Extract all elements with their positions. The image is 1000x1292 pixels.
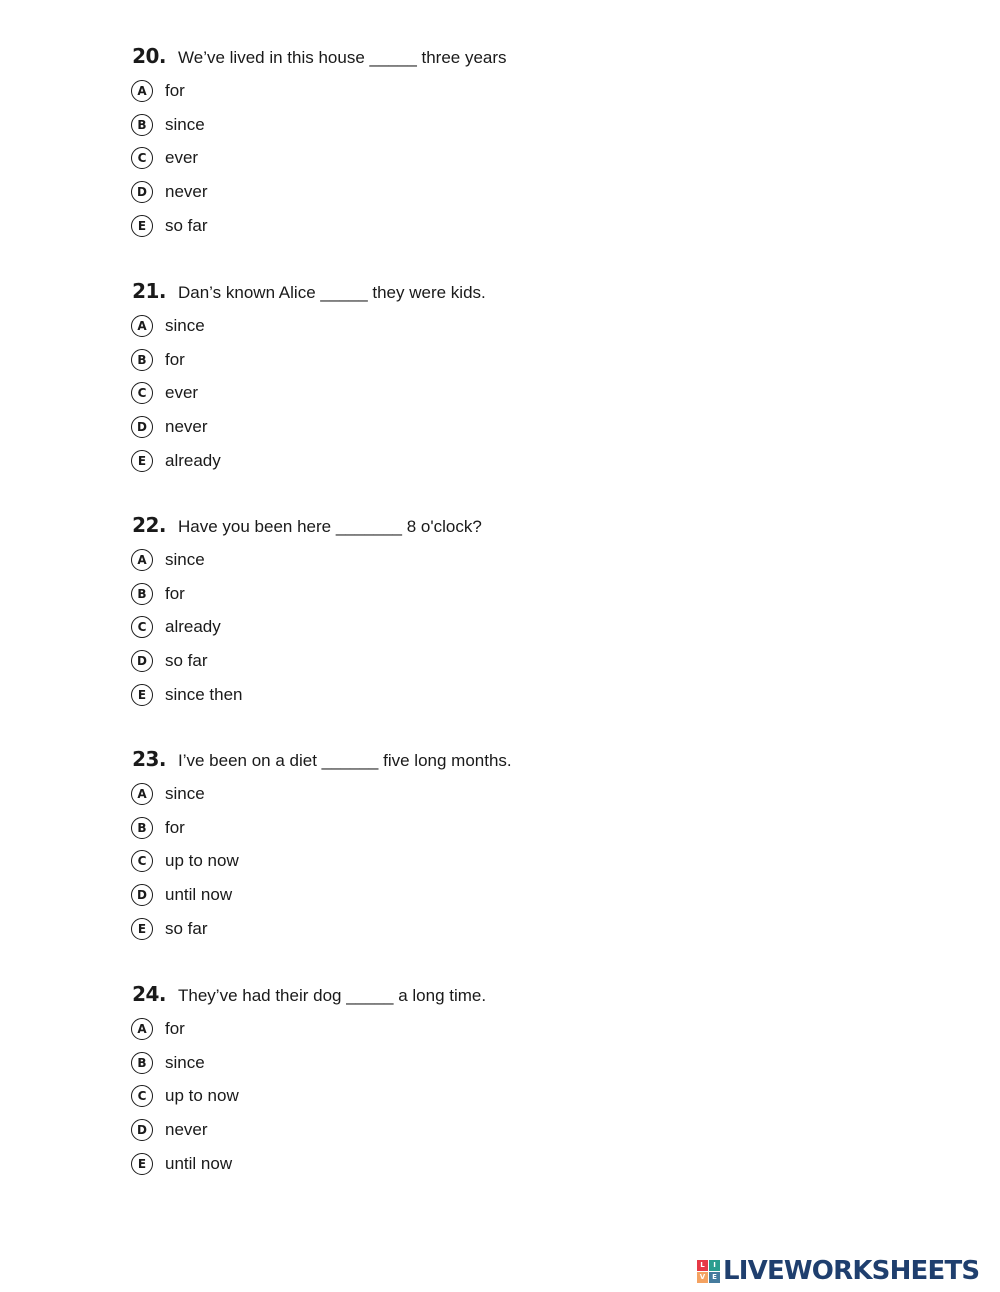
option-a[interactable] xyxy=(131,1012,722,1046)
option-text: never xyxy=(165,1120,208,1140)
option-text: since xyxy=(165,549,205,569)
question-number: 23. xyxy=(132,747,166,771)
option-letter-d-icon[interactable]: D xyxy=(131,1119,153,1141)
question-text: We’ve lived in this house _____ three years xyxy=(178,48,507,67)
option-a[interactable] xyxy=(131,777,722,811)
option-letter-c-icon[interactable]: C xyxy=(131,382,153,404)
question-23 xyxy=(122,747,722,946)
option-b[interactable] xyxy=(131,343,722,377)
option-c[interactable] xyxy=(131,377,722,411)
logo-mark-e: E xyxy=(709,1272,720,1283)
option-letter-c-icon[interactable]: C xyxy=(131,616,153,638)
option-letter-e-icon[interactable]: E xyxy=(131,215,153,237)
question-text: They’ve had their dog _____ a long time. xyxy=(178,986,487,1005)
option-text: for xyxy=(165,80,185,100)
question-text: Dan’s known Alice _____ they were kids. xyxy=(178,283,486,302)
option-e[interactable] xyxy=(131,912,722,946)
question-24 xyxy=(122,982,722,1181)
option-letter-a-icon[interactable]: A xyxy=(131,549,153,571)
question-header xyxy=(122,44,722,74)
option-text: since xyxy=(165,114,205,134)
option-e[interactable] xyxy=(131,444,722,478)
option-e[interactable] xyxy=(131,678,722,712)
option-text: for xyxy=(165,817,185,837)
option-text: already xyxy=(165,617,221,637)
option-letter-d-icon[interactable]: D xyxy=(131,416,153,438)
option-c[interactable] xyxy=(131,1080,722,1114)
option-letter-e-icon[interactable]: E xyxy=(131,450,153,472)
option-e[interactable] xyxy=(131,209,722,243)
question-number: 22. xyxy=(132,513,166,537)
option-letter-e-icon[interactable]: E xyxy=(131,684,153,706)
option-text: until now xyxy=(165,885,233,905)
option-text: so far xyxy=(165,216,208,236)
option-text: for xyxy=(165,349,185,369)
option-letter-d-icon[interactable]: D xyxy=(131,181,153,203)
option-a[interactable] xyxy=(131,543,722,577)
option-b[interactable] xyxy=(131,577,722,611)
option-c[interactable] xyxy=(131,142,722,176)
option-text: ever xyxy=(165,148,199,168)
option-d[interactable] xyxy=(131,1113,722,1147)
option-text: up to now xyxy=(165,1086,239,1106)
question-number: 24. xyxy=(132,982,166,1006)
option-letter-d-icon[interactable]: D xyxy=(131,650,153,672)
option-letter-b-icon[interactable]: B xyxy=(131,1052,153,1074)
option-text: since xyxy=(165,783,205,803)
option-e[interactable] xyxy=(131,1147,722,1181)
option-text: so far xyxy=(165,651,208,671)
question-text: I’ve been on a diet ______ five long months. xyxy=(178,751,512,770)
logo-mark-i: I xyxy=(709,1260,720,1271)
option-letter-c-icon[interactable]: C xyxy=(131,1085,153,1107)
option-letter-e-icon[interactable]: E xyxy=(131,918,153,940)
question-21 xyxy=(122,279,722,478)
option-d[interactable] xyxy=(131,878,722,912)
option-text: since xyxy=(165,315,205,335)
question-number: 21. xyxy=(132,279,166,303)
option-letter-a-icon[interactable]: A xyxy=(131,1018,153,1040)
option-letter-c-icon[interactable]: C xyxy=(131,850,153,872)
question-number: 20. xyxy=(132,44,166,68)
question-header xyxy=(122,747,722,777)
option-letter-e-icon[interactable]: E xyxy=(131,1153,153,1175)
option-a[interactable] xyxy=(131,309,722,343)
option-letter-b-icon[interactable]: B xyxy=(131,817,153,839)
logo-mark-icon xyxy=(697,1260,720,1283)
option-text: for xyxy=(165,583,185,603)
option-a[interactable] xyxy=(131,74,722,108)
option-text: already xyxy=(165,451,221,471)
option-letter-a-icon[interactable]: A xyxy=(131,783,153,805)
option-b[interactable] xyxy=(131,108,722,142)
liveworksheets-logo xyxy=(697,1256,979,1286)
option-text: since then xyxy=(165,685,243,705)
option-b[interactable] xyxy=(131,1046,722,1080)
option-text: never xyxy=(165,417,208,437)
option-text: since xyxy=(165,1052,205,1072)
option-letter-a-icon[interactable]: A xyxy=(131,80,153,102)
question-header xyxy=(122,513,722,543)
question-header xyxy=(122,279,722,309)
option-text: up to now xyxy=(165,851,239,871)
option-letter-a-icon[interactable]: A xyxy=(131,315,153,337)
question-text: Have you been here _______ 8 o'clock? xyxy=(178,517,482,536)
logo-mark-l: L xyxy=(697,1260,708,1271)
option-c[interactable] xyxy=(131,611,722,645)
option-text: for xyxy=(165,1018,185,1038)
option-text: ever xyxy=(165,383,199,403)
option-b[interactable] xyxy=(131,811,722,845)
option-letter-d-icon[interactable]: D xyxy=(131,884,153,906)
option-text: so far xyxy=(165,919,208,939)
option-c[interactable] xyxy=(131,845,722,879)
option-d[interactable] xyxy=(131,410,722,444)
option-letter-c-icon[interactable]: C xyxy=(131,147,153,169)
option-d[interactable] xyxy=(131,175,722,209)
logo-mark-v: V xyxy=(697,1272,708,1283)
question-header xyxy=(122,982,722,1012)
question-22 xyxy=(122,513,722,712)
logo-text: LIVEWORKSHEETS xyxy=(723,1256,980,1286)
option-text: never xyxy=(165,182,208,202)
question-20 xyxy=(122,44,722,243)
option-d[interactable] xyxy=(131,644,722,678)
option-letter-b-icon[interactable]: B xyxy=(131,114,153,136)
option-letter-b-icon[interactable]: B xyxy=(131,349,153,371)
option-letter-b-icon[interactable]: B xyxy=(131,583,153,605)
option-text: until now xyxy=(165,1154,233,1174)
